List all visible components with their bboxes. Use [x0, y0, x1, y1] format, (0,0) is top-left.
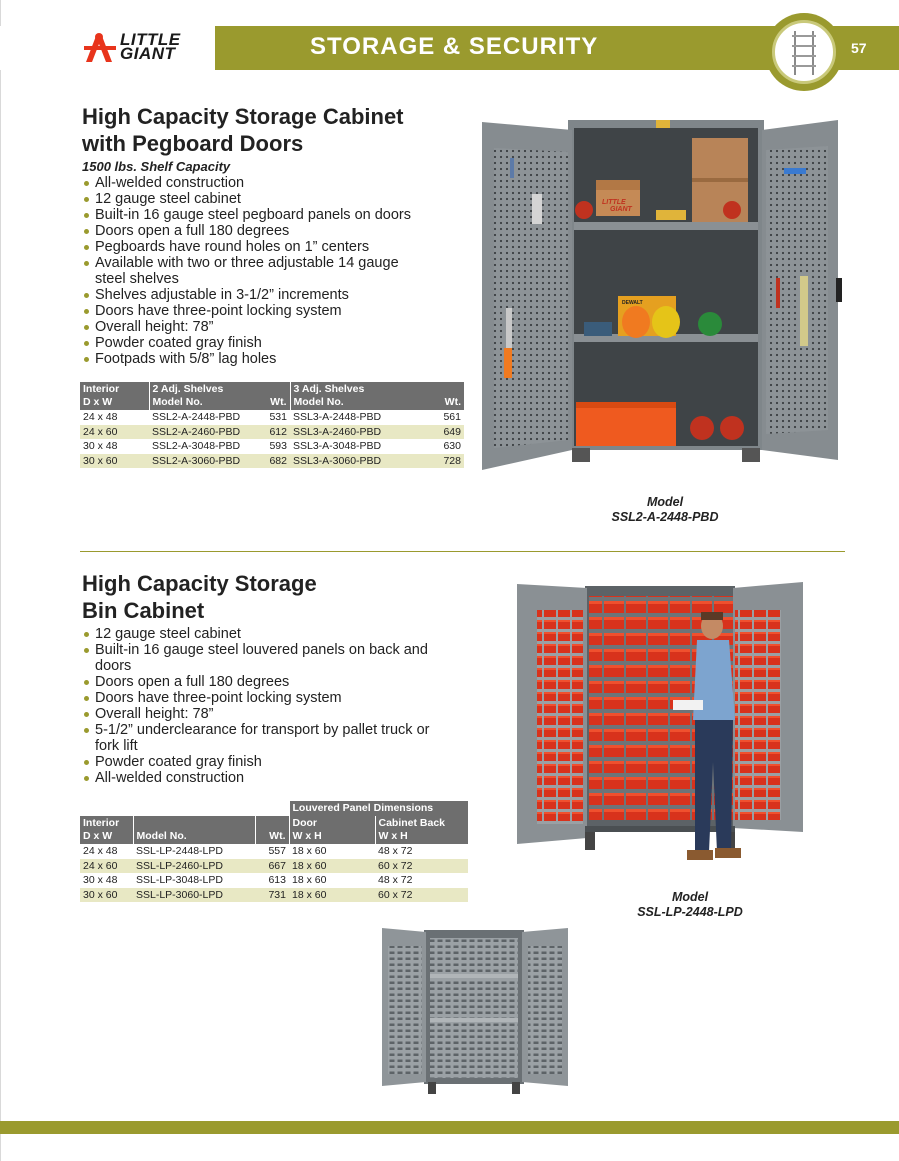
caption-line-2: SSL-LP-2448-LPD	[637, 905, 743, 919]
footer-band	[0, 1121, 899, 1134]
table-header-3shelf: 3 Adj. Shelves Model No. Wt.	[290, 382, 464, 410]
list-item: All-welded construction	[82, 175, 427, 191]
table-header-interior: Interior D x W	[80, 816, 133, 844]
list-item: Doors have three-point locking system	[82, 303, 427, 319]
list-item: All-welded construction	[82, 770, 454, 786]
caption-line-2: SSL2-A-2448-PBD	[611, 510, 719, 524]
box-logo-text: LITTLE	[602, 199, 626, 206]
table-row: 30 x 48 SSL2-A-3048-PBD 593 SSL3-A-3048-PBD 630	[83, 440, 461, 452]
list-item: Available with two or three adjustable 14 gauge steel shelves	[82, 255, 427, 287]
table-row: 30 x 48 SSL-LP-3048-LPD 613 18 x 60 48 x 72	[83, 874, 413, 886]
section-title: STORAGE & SECURITY	[310, 33, 599, 60]
list-item: Built-in 16 gauge steel pegboard panels on doors	[82, 207, 427, 223]
table-header-2shelf: 2 Adj. Shelves Model No. Wt.	[149, 382, 290, 410]
table-header-weight: Wt.	[255, 816, 289, 844]
list-item: Shelves adjustable in 3-1/2” increments	[82, 287, 427, 303]
shelving-icon	[775, 23, 833, 81]
table-row: 24 x 60 SSL2-A-2460-PBD 612 SSL3-A-2460-PBD 649	[80, 425, 464, 440]
table-row: 30 x 60 SSL2-A-3060-PBD 682 SSL3-A-3060-PBD 728	[80, 454, 464, 469]
product1-title-line1: High Capacity Storage Cabinet	[82, 104, 404, 129]
list-item: Powder coated gray finish	[82, 335, 427, 351]
logo-line-2: GIANT	[120, 44, 176, 63]
louvered-cabinet-photo	[380, 926, 570, 1096]
product2-title-line2: Bin Cabinet	[82, 598, 205, 623]
list-item: Doors have three-point locking system	[82, 690, 454, 706]
bin-cabinet-photo	[515, 582, 805, 872]
logo-line-1: LITTLE	[120, 30, 181, 49]
section-divider	[80, 551, 845, 552]
product1-title	[82, 103, 404, 157]
spool-label-text: DEWALT	[622, 300, 643, 306]
table-row: 24 x 60 SSL-LP-2460-LPD 667 18 x 60 60 x 72	[80, 859, 468, 874]
box-logo-text-2: GIANT	[610, 206, 632, 213]
product1-title-line2: with Pegboard Doors	[82, 131, 304, 156]
pegboard-cabinet-photo	[480, 118, 842, 478]
little-giant-logo-icon	[82, 32, 118, 64]
list-item: Built-in 16 gauge steel louvered panels on back and doors	[82, 642, 454, 674]
product2-feature-list	[82, 626, 454, 786]
logo-wordmark	[120, 30, 181, 63]
table-row: 24 x 48 SSL2-A-2448-PBD 531 SSL3-A-2448-PBD 561	[83, 411, 461, 423]
page-number: 57	[851, 40, 867, 56]
table-row: 24 x 48 SSL-LP-2448-LPD 557 18 x 60 48 x 72	[83, 845, 413, 857]
product2-spec-table	[80, 801, 468, 902]
list-item: Overall height: 78”	[82, 319, 427, 335]
list-item: 12 gauge steel cabinet	[82, 191, 427, 207]
caption-line-1: Model	[671, 890, 709, 904]
product2-title-line1: High Capacity Storage	[82, 571, 317, 596]
list-item: 5-1/2” underclearance for transport by pallet truck or fork lift	[82, 722, 454, 754]
list-item: Powder coated gray finish	[82, 754, 454, 770]
list-item: Doors open a full 180 degrees	[82, 223, 427, 239]
product2-caption	[590, 890, 790, 920]
product1-feature-list	[82, 175, 427, 367]
product1-caption	[560, 495, 770, 525]
list-item: Footpads with 5/8” lag holes	[82, 351, 427, 367]
section-badge-inner	[772, 20, 836, 84]
table-header-interior: Interior D x W	[80, 382, 149, 410]
product2-title	[82, 570, 317, 624]
table-header-model: Model No.	[133, 816, 255, 844]
list-item: 12 gauge steel cabinet	[82, 626, 454, 642]
product1-subtitle: 1500 lbs. Shelf Capacity	[82, 159, 231, 174]
page-edge-line	[0, 0, 1, 1161]
table-row: 30 x 60 SSL-LP-3060-LPD 731 18 x 60 60 x 72	[80, 888, 468, 903]
list-item: Doors open a full 180 degrees	[82, 674, 454, 690]
list-item: Pegboards have round holes on 1” centers	[82, 239, 427, 255]
list-item: Overall height: 78”	[82, 706, 454, 722]
table-header-louvered: Louvered Panel Dimensions	[289, 801, 468, 816]
table-header-door: Door W x H	[289, 816, 375, 844]
table-header-cabinet-back: Cabinet Back W x H	[375, 816, 468, 844]
caption-line-1: Model	[646, 495, 684, 509]
product1-spec-table	[80, 382, 464, 468]
